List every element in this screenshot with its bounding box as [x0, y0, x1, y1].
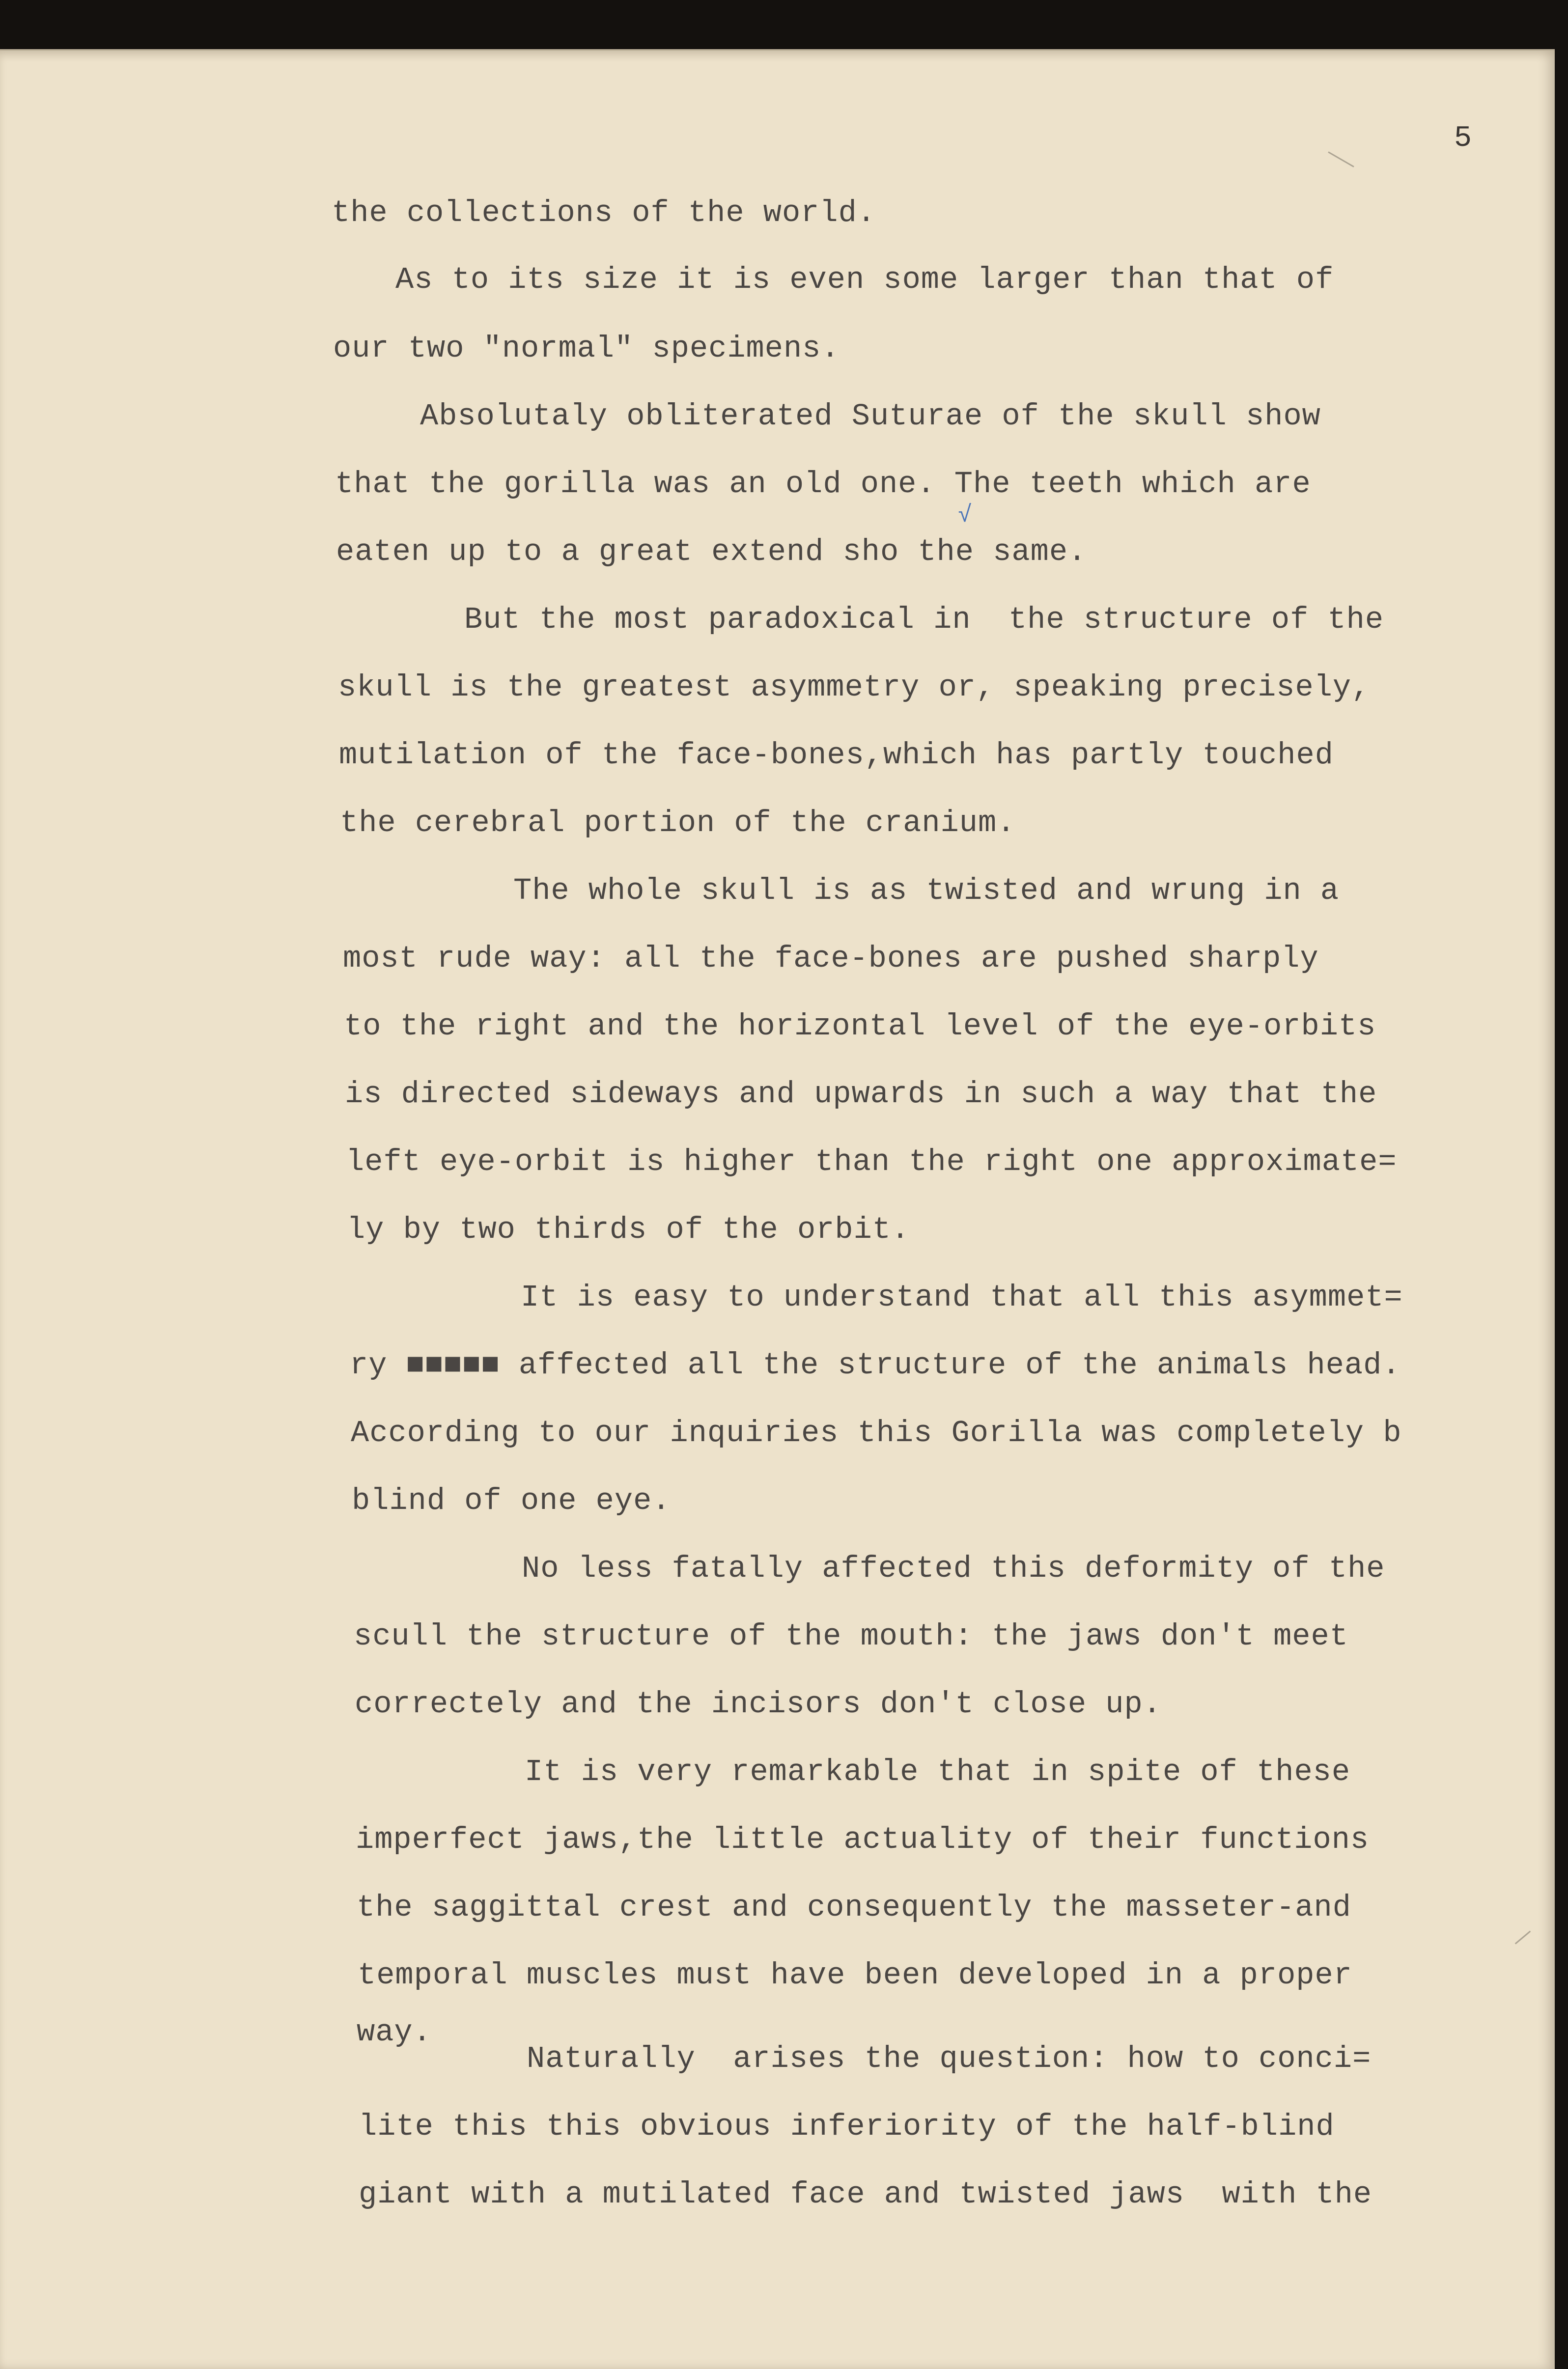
text-line: According to our inquiries this Gorilla was completely b: [351, 1416, 1402, 1450]
text-line: left eye-orbit is higher than the right one approximate=: [346, 1144, 1397, 1179]
text-line: the cerebral portion of the cranium.: [340, 806, 1016, 840]
text-line: ly by two thirds of the orbit.: [347, 1212, 910, 1247]
text-line: way.: [357, 2015, 432, 2050]
text-line: giant with a mutilated face and twisted jaws with the: [359, 2177, 1372, 2212]
typewritten-page: [0, 49, 1555, 2369]
text-line: mutilation of the face-bones,which has partly touched: [339, 738, 1334, 773]
text-line: correctely and the incisors don't close up.: [355, 1687, 1162, 1722]
margin-stroke: [1515, 1930, 1531, 1944]
text-line: As to its size it is even some larger than that of: [395, 262, 1334, 297]
text-line: eaten up to a great extend sho the same.: [336, 534, 1087, 569]
margin-stroke: [1328, 151, 1354, 167]
text-line: temporal muscles must have been developed in a proper: [358, 1958, 1352, 1993]
text-line: imperfect jaws,the little actuality of their functions: [356, 1822, 1370, 1857]
text-line: ry ■■■■■ affected all the structure of the animals head.: [350, 1348, 1401, 1383]
text-line: that the gorilla was an old one. The teeth which are: [335, 467, 1311, 502]
text-line: The whole skull is as twisted and wrung in a: [513, 873, 1340, 908]
text-line: is directed sideways and upwards in such a way that the: [345, 1077, 1377, 1112]
text-line: It is easy to understand that all this asymmet=: [521, 1280, 1403, 1315]
text-line: the collections of the world.: [332, 195, 876, 230]
text-line: Naturally arises the question: how to conci=: [527, 2041, 1372, 2076]
text-line: It is very remarkable that in spite of these: [525, 1755, 1351, 1789]
text-line: No less fatally affected this deformity of the: [522, 1551, 1385, 1586]
text-line: our two "normal" specimens.: [333, 331, 840, 366]
text-line: skull is the greatest asymmetry or, speaking precisely,: [338, 670, 1371, 705]
text-line: the saggittal crest and consequently the masseter-and: [357, 1890, 1351, 1925]
page-number: 5: [1454, 122, 1472, 155]
text-line: Absolutaly obliterated Suturae of the skull show: [420, 399, 1321, 434]
handwritten-check-mark: √: [958, 502, 972, 529]
text-line: lite this this obvious inferiority of the half-blind: [359, 2109, 1335, 2144]
text-line: But the most paradoxical in the structure of the: [464, 602, 1384, 637]
text-line: blind of one eye.: [352, 1483, 671, 1518]
text-line: most rude way: all the face-bones are pushed sharply: [343, 941, 1319, 976]
text-line: to the right and the horizontal level of the eye-orbits: [344, 1009, 1376, 1044]
text-line: scull the structure of the mouth: the jaws don't meet: [354, 1619, 1348, 1654]
